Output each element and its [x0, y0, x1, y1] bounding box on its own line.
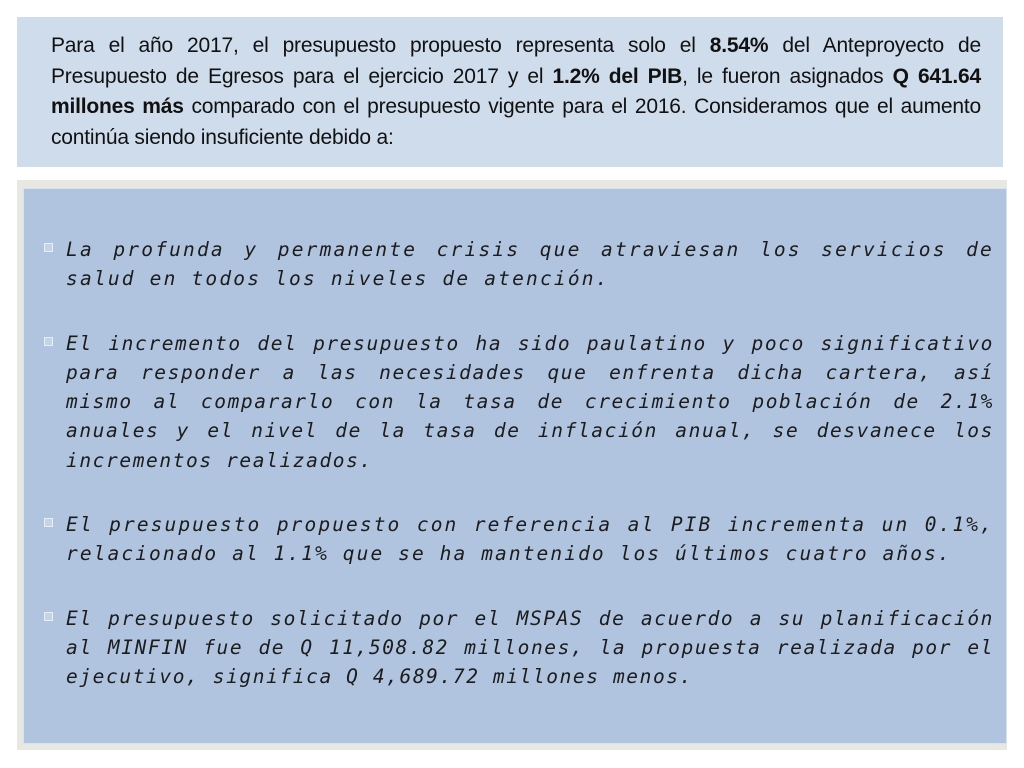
bullet-text: El presupuesto solicitado por el MSPAS de acuerdo a su planificación al MINFIN fue de Q 11,508.82 millones, la propuesta realizada por el ejecutivo, significa Q 4,689.72 millones menos. [66, 606, 994, 689]
intro-text-4: comparado con el presupuesto vigente para el 2016. Consideramos que el aumento continúa siendo insuficiente debido a: [51, 95, 982, 149]
intro-paragraph [51, 31, 981, 153]
square-bullet-icon [44, 612, 53, 621]
square-bullet-icon [44, 243, 53, 252]
square-bullet-icon [44, 518, 53, 527]
bullet-text: El presupuesto propuesto con referencia al PIB incrementa un 0.1%, relacionado al 1.1% que se ha mantenido los últimos cuatro años. [66, 513, 994, 566]
list-item [44, 510, 994, 569]
list-item [44, 604, 994, 692]
intro-highlight-amount: Q 641.64 millones más [51, 64, 981, 118]
bullet-list [44, 235, 994, 727]
list-item [44, 329, 994, 475]
bullet-panel [23, 188, 1007, 744]
intro-text-2: del Anteproyecto de Presupuesto de Egresos para el ejercicio 2017 y el [51, 34, 981, 88]
intro-text-3: , le fueron asignados [682, 64, 893, 88]
bullet-text: El incremento del presupuesto ha sido paulatino y poco significativo para responder a las necesidades que enfrenta dicha cartera, así mismo al compararlo con la tasa de crecimiento población de 2.1% anuales y el nivel de la tasa de inflación anual, se desvanece los incrementos realizados. [66, 331, 994, 472]
intro-text-1: Para el año 2017, el presupuesto propuesto representa solo el [51, 34, 710, 57]
list-item [44, 235, 994, 294]
square-bullet-icon [44, 337, 53, 346]
intro-box [17, 17, 1003, 167]
intro-highlight-percentage: 8.54% [709, 34, 769, 57]
bullet-text: La profunda y permanente crisis que atraviesan los servicios de salud en todos los niveles de atención. [66, 238, 994, 291]
intro-highlight-pib: 1.2% del PIB [552, 64, 683, 88]
